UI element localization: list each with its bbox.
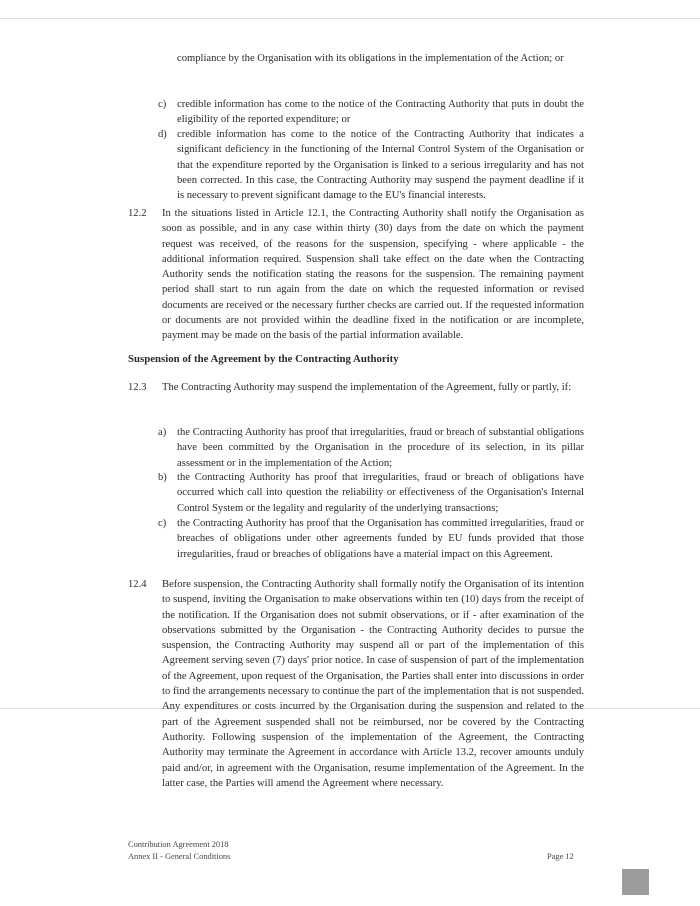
list-item-text: the Contracting Authority has proof that irregularities, fraud or breach of obligations have occurred which call into question the reliability or effectiveness of the Organisation's Internal Control System or the legality and regularity of the underlying transactions;: [177, 472, 584, 514]
list-letter: d): [158, 129, 167, 140]
list-letter: b): [158, 472, 167, 483]
paragraph-text: Before suspension, the Contracting Authority shall formally notify the Organisation of its intention to suspend, inviting the Organisation to make observations within ten (10) days from the receipt of the notification. If the Organisation does not submit observations, or if - after examination of the observations submitted by the Organisation - the Contracting Authority decides to pursue the suspension, the Contracting Authority may suspend all or part of the implementation of this Agreement serving seven (7) days' prior notice. In case of suspension of part of the implementation of the Agreement, upon request of the Organisation, the Parties shall enter into discussions in order to find the arrangements necessary to continue the part of the implementation that is not suspended. Any expenditures or costs incurred by the Organisation during the suspension and related to the part of the Agreement suspended shall not be reimbursed, nor be covered by the Contracting Authority. Following suspension of the implementation of the Agreement, the Contracting Authority may terminate the Agreement in accordance with Article 13.2, recover amounts unduly paid and/or, in agreement with the Organisation, resume implementation of the Agreement. In the latter case, the Parties will amend the Agreement where necessary.: [162, 579, 584, 789]
list-letter: c): [158, 99, 167, 110]
paragraph-12-2: [128, 206, 584, 344]
paragraph-12-4: [128, 577, 584, 791]
list-letter: a): [158, 427, 167, 438]
list-letter: c): [158, 518, 167, 529]
list-item-text: credible information has come to the notice of the Contracting Authority that indicates a significant deficiency in the functioning of the Internal Control System of the Organisation or that the expenditure reported by the Organisation is linked to a serious irregularity and has not been corrected. In this case, the Contracting Authority may suspend the payment deadline if it is necessary to prevent significant damage to the EU's financial interests.: [177, 129, 584, 202]
list-item-c-top: [158, 97, 584, 128]
paragraph-number: 12.3: [128, 382, 147, 393]
top-scan-line: [0, 18, 700, 19]
paragraph-number: 12.2: [128, 208, 147, 219]
list-item-a: [158, 425, 584, 471]
paragraph-number: 12.4: [128, 579, 147, 590]
list-item-text: the Contracting Authority has proof that irregularities, fraud or breach of substantial obligations have been committed by the Organisation in the procedure of its selection, in its pillar assessment or in the implementation of the Action;: [177, 427, 584, 469]
paragraph-text: In the situations listed in Article 12.1, the Contracting Authority shall notify the Organisation as soon as possible, and in any case within thirty (30) days from the date on which the payment request was received, of the reasons for the suspension, specifying - where applicable - the additional information required. Suspension shall take effect on the date when the Contracting Authority sends the notification stating the reasons for the suspension. The remaining payment period shall start to run again from the date on which the requested information or revised documents are received or the necessary further checks are carried out. If the requested information or documents are not provided within the deadline fixed in the notification or are incomplete, payment may be made on the basis of the partial information available.: [162, 208, 584, 342]
corner-scan-marker: [622, 869, 649, 895]
page-number: Page 12: [547, 852, 574, 861]
list-item-d-top: [158, 127, 584, 203]
list-item-c: [158, 516, 584, 562]
paragraph-12-3: [128, 380, 584, 395]
paragraph-text: The Contracting Authority may suspend the implementation of the Agreement, fully or partly, if:: [162, 382, 572, 393]
continuation-text: compliance by the Organisation with its obligations in the implementation of the Action; or: [177, 53, 564, 64]
footer-document-info: [128, 839, 230, 862]
list-item-b: [158, 470, 584, 516]
footer-annex-title: Annex II - General Conditions: [128, 851, 231, 861]
footer-agreement-title: Contribution Agreement 2018: [128, 840, 229, 849]
list-item-text: the Contracting Authority has proof that the Organisation has committed irregularities, fraud or breaches of obligations under other agreements funded by EU funds provided that those irregularities, fraud or breaches of obligations have a material impact on this Agreement.: [177, 518, 584, 560]
list-item-text: credible information has come to the notice of the Contracting Authority that puts in doubt the eligibility of the reported expenditure; or: [177, 99, 584, 126]
section-heading: Suspension of the Agreement by the Contracting Authority: [128, 353, 399, 365]
